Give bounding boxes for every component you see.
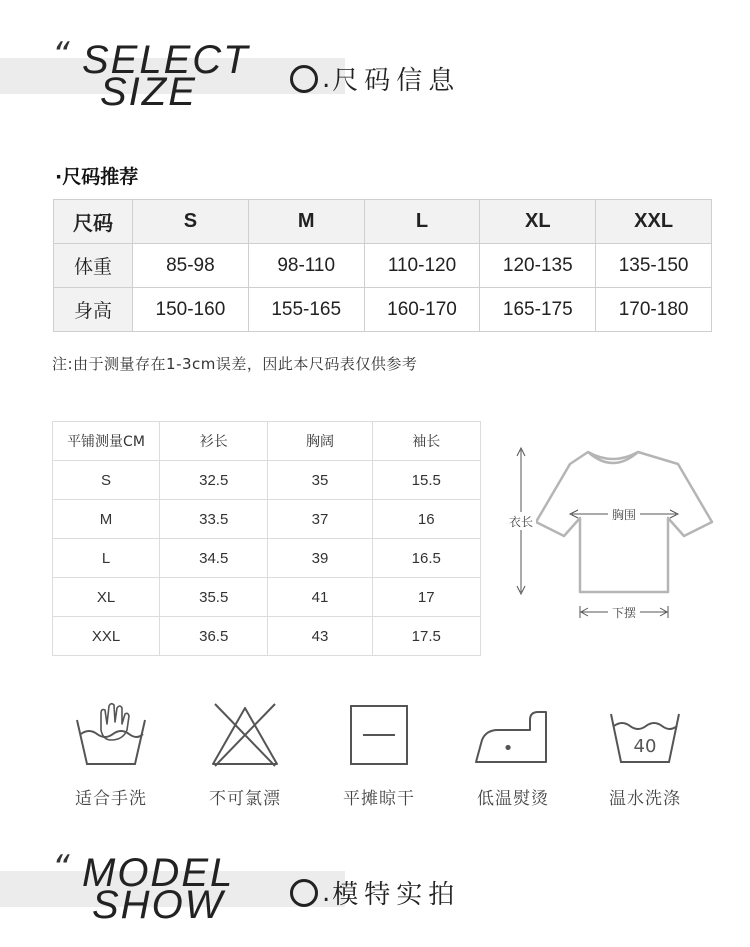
table-row xyxy=(53,461,481,500)
care-label: 不可氯漂 xyxy=(209,789,281,809)
section-title-text: 尺码信息 xyxy=(332,66,461,96)
table-cell: 17.5 xyxy=(372,617,480,656)
section-title-size: . 尺码信息 xyxy=(290,60,460,97)
tshirt-diagram xyxy=(500,440,725,625)
measurement-note: 注:由于测量存在1-3cm误差，因此本尺码表仅供参考 xyxy=(52,355,418,373)
section-title-text: 模特实拍 xyxy=(332,880,461,910)
table-cell: 120-135 xyxy=(480,244,596,288)
table-cell: 160-170 xyxy=(364,288,480,332)
table-cell: 16 xyxy=(372,500,480,539)
table-cell: 165-175 xyxy=(480,288,596,332)
recommend-table xyxy=(53,199,712,332)
table-row xyxy=(53,617,481,656)
care-label: 平摊晾干 xyxy=(343,789,415,809)
table-row xyxy=(53,422,481,461)
section-title-model: . 模特实拍 xyxy=(290,874,460,911)
wash-40-icon xyxy=(605,700,685,770)
table-cell: 43 xyxy=(268,617,372,656)
quote-mark: “ xyxy=(52,848,70,888)
hem-label: 下摆 xyxy=(611,606,637,620)
care-label: 温水洗涤 xyxy=(609,789,681,809)
care-item-dry-flat xyxy=(319,700,439,809)
care-item-hand-wash xyxy=(51,700,171,809)
english-title-line1: MODEL xyxy=(82,851,235,895)
table-cell: 41 xyxy=(268,578,372,617)
table-row xyxy=(54,288,712,332)
no-bleach-icon xyxy=(205,700,285,770)
table-cell: 17 xyxy=(372,578,480,617)
low-iron-icon xyxy=(468,700,558,770)
dry-flat-icon xyxy=(339,700,419,770)
table-header-cell: 平铺测量CM xyxy=(53,422,160,461)
quote-mark: “ xyxy=(52,35,70,75)
table-header-cell: 衫长 xyxy=(160,422,268,461)
table-cell: 150-160 xyxy=(133,288,249,332)
table-cell: 155-165 xyxy=(248,288,364,332)
wash-temperature: 40 xyxy=(633,736,657,757)
table-cell: 37 xyxy=(268,500,372,539)
table-cell: 34.5 xyxy=(160,539,268,578)
table-header-cell: M xyxy=(248,200,364,244)
table-cell: 39 xyxy=(268,539,372,578)
table-row xyxy=(53,539,481,578)
table-cell: 98-110 xyxy=(248,244,364,288)
table-cell: L xyxy=(53,539,160,578)
care-label: 低温熨烫 xyxy=(477,789,549,809)
chest-label: 胸围 xyxy=(611,508,637,522)
table-cell: 135-150 xyxy=(596,244,712,288)
table-cell: 33.5 xyxy=(160,500,268,539)
english-title-line2: SIZE xyxy=(100,70,197,114)
circle-icon xyxy=(290,879,318,907)
english-title-line1: SELECT xyxy=(82,38,250,82)
care-item-low-iron xyxy=(453,700,573,809)
table-header-cell: 胸阔 xyxy=(268,422,372,461)
table-cell: 15.5 xyxy=(372,461,480,500)
table-header-cell: XXL xyxy=(596,200,712,244)
table-header-cell: XL xyxy=(480,200,596,244)
table-cell: 35.5 xyxy=(160,578,268,617)
table-header-cell: 尺码 xyxy=(54,200,133,244)
care-label: 适合手洗 xyxy=(75,789,147,809)
circle-icon xyxy=(290,65,318,93)
table-cell: S xyxy=(53,461,160,500)
english-title-line2: SHOW xyxy=(92,883,225,927)
measurement-table xyxy=(52,421,481,656)
iron-dot: • xyxy=(502,738,514,759)
table-cell: 16.5 xyxy=(372,539,480,578)
table-cell: 32.5 xyxy=(160,461,268,500)
table-row xyxy=(54,244,712,288)
table-header-cell: S xyxy=(133,200,249,244)
table-cell: XL xyxy=(53,578,160,617)
table-cell: M xyxy=(53,500,160,539)
table-header-cell: L xyxy=(364,200,480,244)
table-cell: 170-180 xyxy=(596,288,712,332)
recommend-label: ·尺码推荐 xyxy=(55,166,139,188)
table-row xyxy=(53,500,481,539)
care-item-wash-40 xyxy=(585,700,705,809)
table-cell: XXL xyxy=(53,617,160,656)
hand-wash-icon xyxy=(71,700,151,770)
table-cell: 36.5 xyxy=(160,617,268,656)
table-row-header: 体重 xyxy=(54,244,133,288)
length-label: 衣长 xyxy=(508,515,534,529)
table-header-cell: 袖长 xyxy=(372,422,480,461)
table-cell: 35 xyxy=(268,461,372,500)
table-row xyxy=(53,578,481,617)
table-row-header: 身高 xyxy=(54,288,133,332)
table-row xyxy=(54,200,712,244)
table-cell: 110-120 xyxy=(364,244,480,288)
table-cell: 85-98 xyxy=(133,244,249,288)
care-item-no-bleach xyxy=(185,700,305,809)
